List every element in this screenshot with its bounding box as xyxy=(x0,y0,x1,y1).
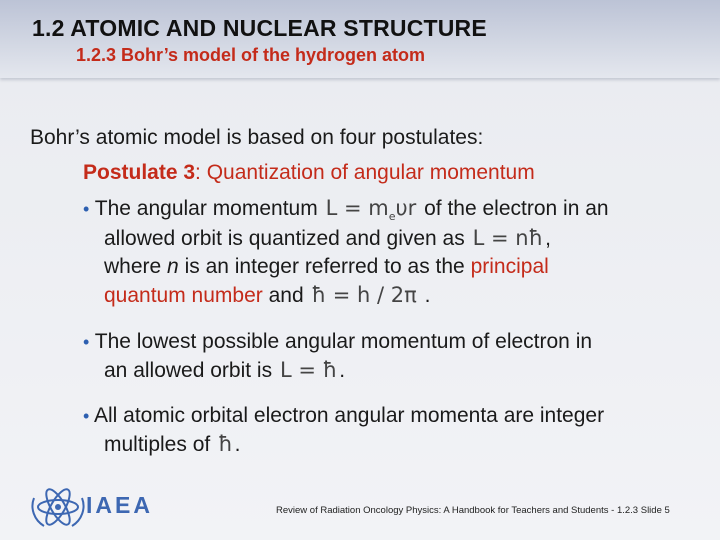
bullet-dot-icon: • xyxy=(83,199,90,219)
slide-subtitle: 1.2.3 Bohr’s model of the hydrogen atom xyxy=(76,45,426,65)
bullet-3-line-1 xyxy=(83,404,604,428)
postulate-title: : Quantization of angular momentum xyxy=(195,161,535,184)
period: . xyxy=(234,433,241,456)
bullet-1-line-2 xyxy=(104,226,551,251)
bullet-dot-icon: • xyxy=(83,406,90,426)
quantum-number-term: quantum number xyxy=(104,284,263,307)
bullet-1-text-f: and xyxy=(268,284,304,307)
bullet-3-text-b: multiples of xyxy=(104,433,211,456)
footer-citation: Review of Radiation Oncology Physics: A Handbook for Teachers and Students - 1.2.3 Slide 5 xyxy=(276,505,670,516)
slide-header xyxy=(0,0,720,78)
iaea-atom-emblem-icon xyxy=(28,484,88,530)
bullet-2-text-a: The lowest possible angular momentum of electron in xyxy=(94,330,593,353)
bullet-1-text-e: is an integer referred to as the xyxy=(184,255,465,278)
eq-part: L = m xyxy=(325,196,389,220)
bullet-2-line-1 xyxy=(83,330,592,354)
principal-term: principal xyxy=(470,255,549,278)
bullet-3-text-a: All atomic orbital electron angular momenta are integer xyxy=(94,404,605,427)
comma: , xyxy=(545,227,551,250)
equation-quantization: L = nħ xyxy=(472,226,544,250)
period: . xyxy=(424,284,431,307)
eq-rest: υr xyxy=(395,196,417,220)
bullet-1-line-4 xyxy=(104,283,430,308)
equation-hbar: ħ = h / 2π xyxy=(311,283,417,307)
bullet-2-line-2 xyxy=(104,358,345,383)
equation-hbar-multiple: ħ xyxy=(218,432,233,456)
bullet-1-text-b: of the electron in an xyxy=(424,197,609,220)
bullet-1-line-1 xyxy=(83,196,609,223)
bullet-1-text-a: The angular momentum xyxy=(94,197,318,220)
period: . xyxy=(339,359,346,382)
bullet-1-text-d: where xyxy=(104,255,162,278)
variable-n: n xyxy=(167,255,179,278)
bullet-dot-icon: • xyxy=(83,332,90,352)
postulate-heading xyxy=(83,161,535,185)
iaea-logo-text: IAEA xyxy=(86,492,153,518)
intro-line: Bohr’s atomic model is based on four postulates: xyxy=(30,126,484,149)
bullet-2-text-b: an allowed orbit is xyxy=(104,359,273,382)
bullet-1-line-3 xyxy=(104,255,549,279)
bullet-1-text-c: allowed orbit is quantized and given as xyxy=(104,227,465,250)
eq-sub: e xyxy=(388,210,396,224)
intro-text xyxy=(30,126,483,150)
postulate-label: Postulate 3 xyxy=(83,161,196,184)
bullet-3-line-2 xyxy=(104,432,241,457)
equation-lowest: L = ħ xyxy=(279,358,338,382)
slide-title: 1.2 ATOMIC AND NUCLEAR STRUCTURE xyxy=(32,15,487,41)
equation-angular-momentum xyxy=(324,196,419,223)
